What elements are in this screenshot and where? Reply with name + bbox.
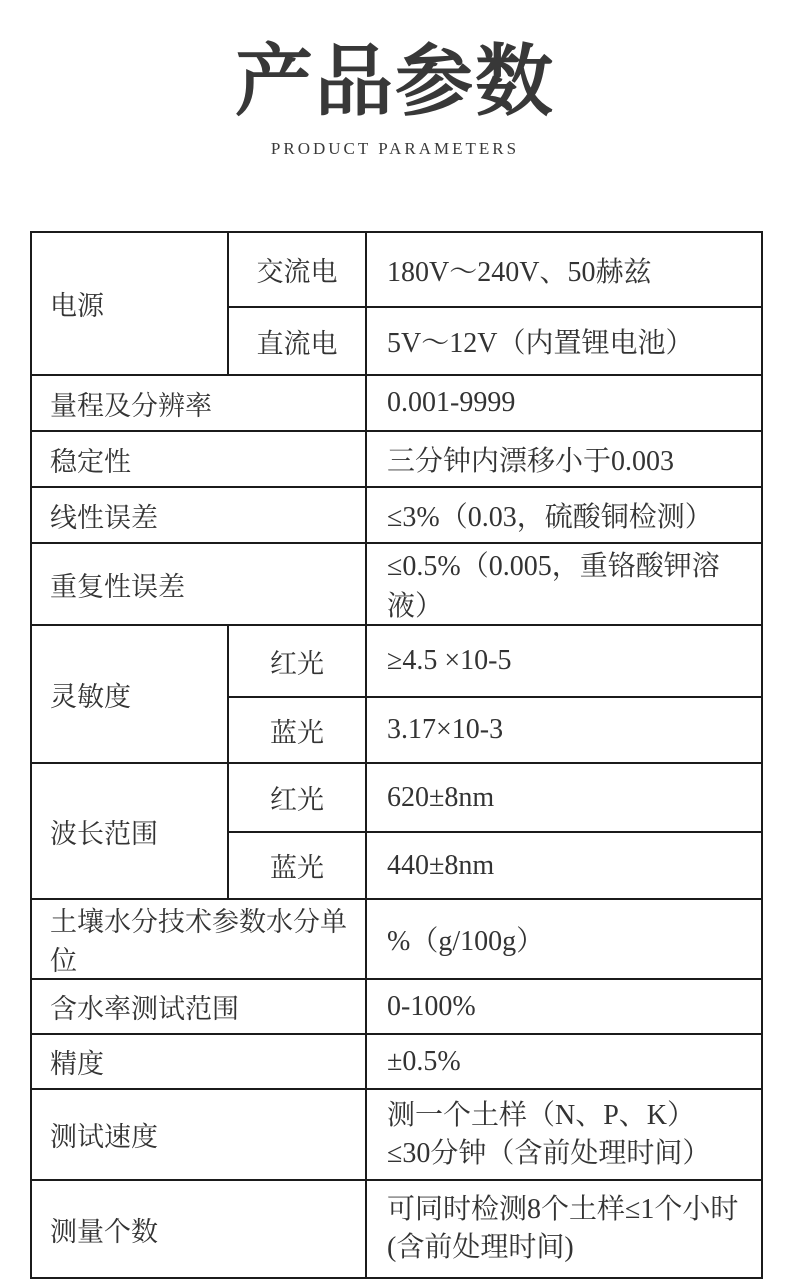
param-label-cell: 重复性误差 [31, 543, 366, 625]
param-value-cell: ≤0.5%（0.005，重铬酸钾溶液） [366, 543, 762, 625]
page-subtitle: PRODUCT PARAMETERS [270, 139, 520, 159]
param-value-cell: 180V～240V、50赫兹 [366, 232, 762, 307]
param-label-cell: 量程及分辨率 [31, 375, 366, 431]
param-label-cell: 稳定性 [31, 431, 366, 487]
param-value-cell: 620±8nm [366, 763, 762, 832]
param-value-cell: 0.001-9999 [366, 375, 762, 431]
param-value-line: (含前处理时间) [387, 1232, 574, 1264]
table-row [31, 431, 762, 487]
table-row [31, 1089, 762, 1180]
table-row [31, 1180, 762, 1278]
param-sublabel-cell: 红光 [228, 625, 366, 697]
param-sublabel-cell: 蓝光 [228, 832, 366, 899]
param-value-cell: 440±8nm [366, 832, 762, 899]
param-value-cell: ≤3%（0.03，硫酸铜检测） [366, 487, 762, 543]
param-label-cell: 线性误差 [31, 487, 366, 543]
param-value-cell: 5V～12V（内置锂电池） [366, 307, 762, 375]
param-value-cell: ≥4.5 ×10-5 [366, 625, 762, 697]
table-row [31, 979, 762, 1034]
param-value-cell: ±0.5% [366, 1034, 762, 1089]
param-label-cell: 测试速度 [31, 1089, 366, 1180]
page-title: 产品参数 [234, 38, 555, 125]
param-value-cell: 三分钟内漂移小于0.003 [366, 431, 762, 487]
param-label-cell: 精度 [31, 1034, 366, 1089]
param-value-line: ≤30分钟（含前处理时间） [387, 1137, 711, 1169]
param-value-line: 测一个土样（N、P、K） [387, 1099, 696, 1131]
param-value-cell [366, 1089, 762, 1180]
param-value-cell: 0-100% [366, 979, 762, 1034]
param-label-cell: 电源 [31, 232, 228, 375]
page-header [0, 0, 790, 159]
param-value-line: 可同时检测8个土样≤1个小时 [387, 1194, 739, 1226]
table-row [31, 487, 762, 543]
param-label-cell: 土壤水分技术参数水分单位 [31, 899, 366, 979]
param-label-cell: 灵敏度 [31, 625, 228, 763]
param-value-cell: 3.17×10-3 [366, 697, 762, 763]
table-row [31, 375, 762, 431]
param-value-cell [366, 1180, 762, 1278]
product-parameters-table [30, 231, 763, 1279]
param-sublabel-cell: 红光 [228, 763, 366, 832]
param-value-cell: %（g/100g） [366, 899, 762, 979]
table-row [31, 543, 762, 625]
param-label-cell: 测量个数 [31, 1180, 366, 1278]
param-label-cell: 含水率测试范围 [31, 979, 366, 1034]
table-row [31, 763, 762, 832]
table-row [31, 899, 762, 979]
param-sublabel-cell: 蓝光 [228, 697, 366, 763]
param-sublabel-cell: 交流电 [228, 232, 366, 307]
table-row [31, 232, 762, 307]
param-sublabel-cell: 直流电 [228, 307, 366, 375]
table-row [31, 625, 762, 697]
table-row [31, 1034, 762, 1089]
param-label-cell: 波长范围 [31, 763, 228, 899]
